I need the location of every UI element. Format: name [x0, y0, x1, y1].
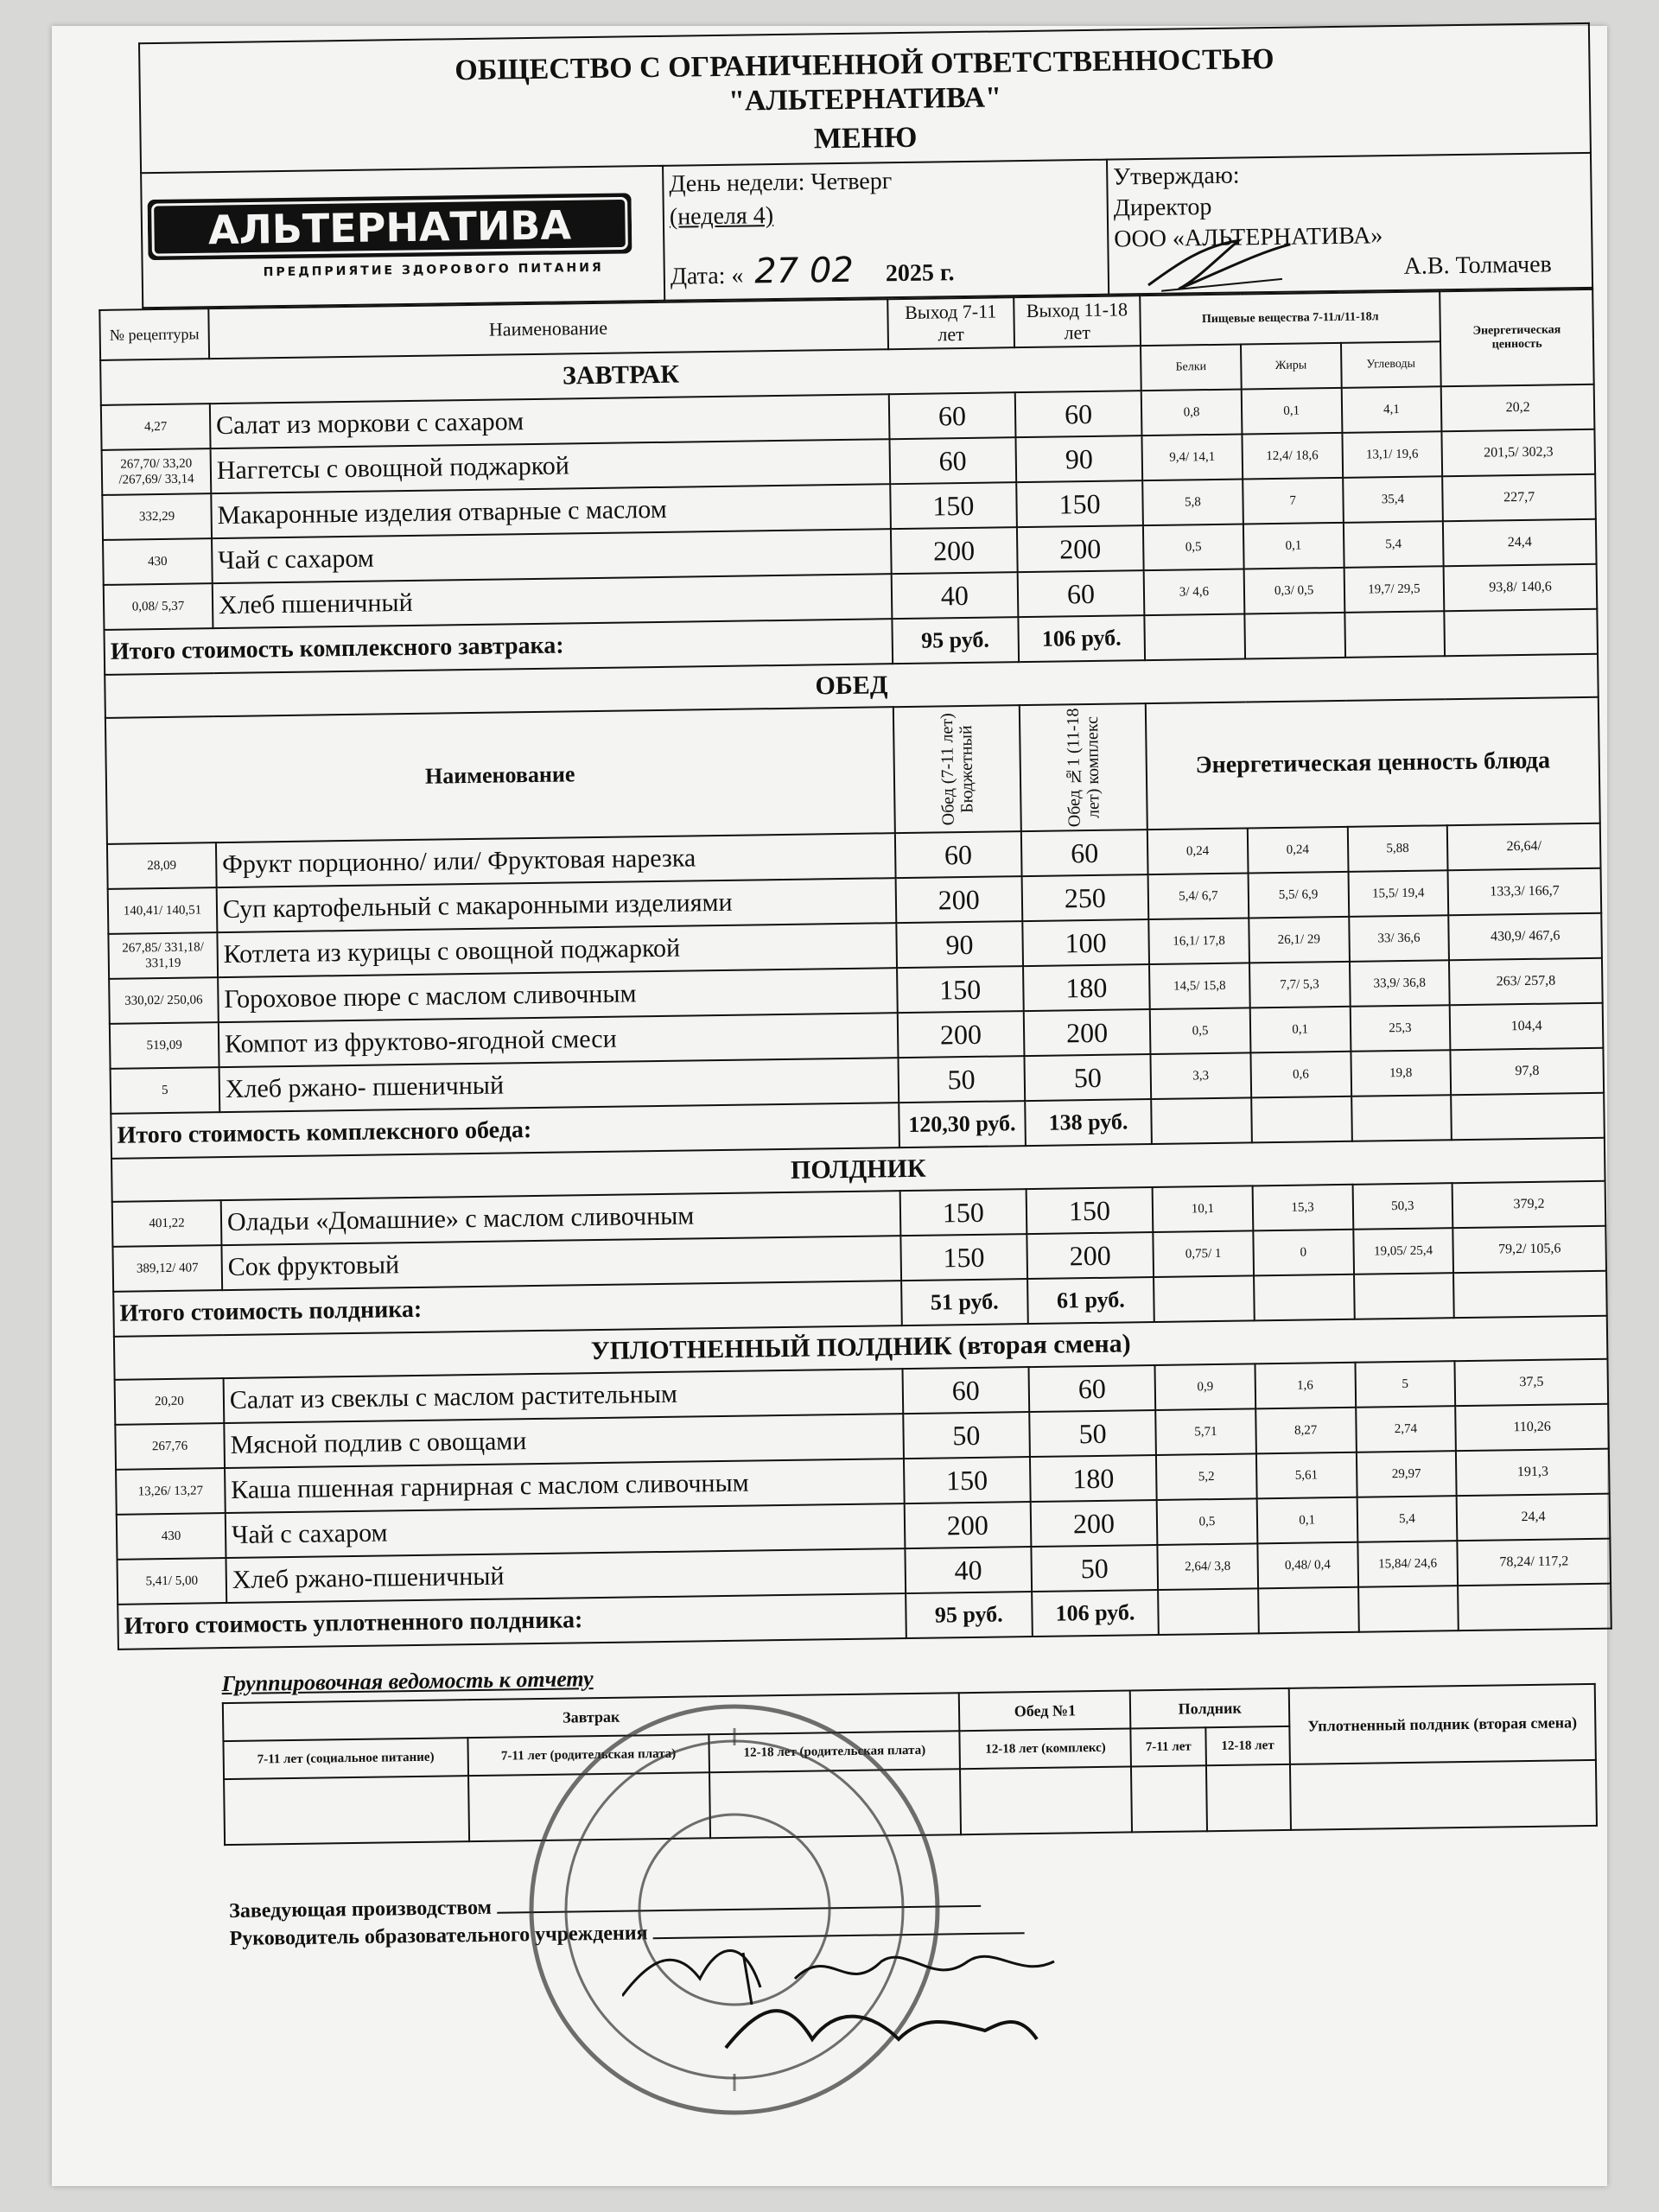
carbs-value: 15,5/ 19,4: [1348, 870, 1448, 917]
grp-b2: 7-11 лет (родительская плата): [467, 1734, 709, 1776]
lunch-energy-title: Энергетическая ценность блюда: [1146, 697, 1600, 830]
carbs-value: 35,4: [1343, 476, 1443, 523]
director-signature: [1143, 227, 1300, 299]
dish-name: Котлета из курицы с овощной поджаркой: [217, 923, 896, 977]
energy-value: 93,8/ 140,6: [1444, 564, 1597, 611]
proteins-value: 5,2: [1156, 1453, 1256, 1500]
dish-name: Макаронные изделия отварные с маслом: [211, 484, 890, 538]
snack-total-label: Итого стоимость полдника:: [113, 1281, 901, 1337]
energy-value: 430,9/ 467,6: [1449, 913, 1602, 960]
recipe-number: 430: [117, 1513, 226, 1560]
portion-1: 90: [896, 921, 1023, 968]
recipe-number: 389,12/ 407: [112, 1245, 222, 1292]
carbs-value: 25,3: [1350, 1005, 1450, 1052]
portion-2: 200: [1017, 525, 1144, 572]
header-table: [138, 22, 1593, 308]
energy-value: 24,4: [1457, 1494, 1610, 1541]
energy-value: 110,26: [1455, 1404, 1608, 1451]
energy-value: 78,24/ 117,2: [1458, 1539, 1611, 1586]
dish-name: Наггетсы с овощной поджаркой: [210, 439, 889, 493]
energy-value: 37,5: [1455, 1359, 1608, 1406]
portion-1: 60: [888, 392, 1015, 439]
portion-1: 200: [904, 1502, 1031, 1548]
logo-text: АЛЬТЕРНАТИВА: [207, 201, 572, 254]
grp-s2: 12-18 лет: [1205, 1726, 1290, 1765]
energy-value: 26,64/: [1447, 823, 1600, 870]
dish-name: Сок фруктовый: [221, 1236, 900, 1290]
proteins-value: 0,24: [1147, 828, 1248, 874]
menu-document: [95, 22, 1617, 1955]
fats-value: 0,48/ 0,4: [1257, 1542, 1357, 1589]
lunch-col-2: Обед №1 (11-18 лет) комплекс: [1063, 708, 1103, 828]
grp-dense: Уплотненный полдник (вторая смена): [1289, 1684, 1596, 1764]
proteins-value: 9,4/ 14,1: [1142, 435, 1243, 481]
fats-value: 0,3/ 0,5: [1243, 568, 1344, 614]
fats-value: 0,1: [1256, 1497, 1357, 1544]
col-out1: Выход 7-11 лет: [887, 297, 1014, 349]
energy-value: 97,8: [1451, 1048, 1604, 1095]
recipe-number: 4,27: [101, 404, 211, 450]
fats-value: 0,24: [1248, 827, 1348, 874]
school-stamp: [518, 1694, 950, 2126]
proteins-value: 16,1/ 17,8: [1148, 918, 1249, 964]
carbs-value: 33,9/ 36,8: [1350, 960, 1450, 1007]
col-carbs: Углеводы: [1341, 341, 1441, 388]
date-handwritten: 27 02: [754, 250, 855, 292]
portion-2: 150: [1027, 1187, 1154, 1234]
portion-2: 200: [1027, 1232, 1154, 1279]
portion-1: 150: [900, 1234, 1027, 1281]
proteins-value: 0,5: [1143, 524, 1243, 571]
recipe-number: 330,02/ 250,06: [109, 977, 219, 1024]
org-title: [139, 23, 1591, 173]
dense-price-2: 106 руб.: [1032, 1590, 1159, 1637]
carbs-value: 19,7/ 29,5: [1344, 566, 1444, 613]
dish-name: Чай с сахаром: [212, 529, 891, 583]
recipe-number: 267,70/ 33,20 /267,69/ 33,14: [102, 448, 212, 495]
day-of-week: День недели: Четверг: [669, 168, 893, 198]
lunch-title: ОБЕД: [105, 654, 1599, 718]
recipe-number: 13,26/ 13,27: [116, 1468, 226, 1515]
carbs-value: 19,8: [1351, 1050, 1451, 1096]
proteins-value: 10,1: [1153, 1185, 1253, 1232]
portion-2: 60: [1028, 1365, 1155, 1412]
fats-value: 0,1: [1243, 523, 1344, 569]
carbs-value: 4,1: [1341, 386, 1441, 433]
col-recipe: № рецептуры: [99, 308, 209, 360]
recipe-number: 5,41/ 5,00: [118, 1558, 227, 1605]
portion-1: 40: [891, 572, 1018, 619]
date-line: [671, 251, 1103, 294]
energy-value: 79,2/ 105,6: [1453, 1226, 1606, 1273]
dish-name: Чай с сахаром: [226, 1503, 905, 1558]
date-year: 2025 г.: [885, 259, 955, 288]
recipe-number: 267,85/ 331,18/ 331,19: [108, 932, 218, 979]
proteins-value: 14,5/ 15,8: [1149, 963, 1249, 1009]
carbs-value: 29,97: [1356, 1451, 1456, 1497]
col-out2: Выход 11-18 лет: [1014, 296, 1141, 347]
energy-value: 201,5/ 302,3: [1442, 429, 1595, 476]
recipe-number: 519,09: [110, 1022, 219, 1069]
carbs-value: 33/ 36,6: [1349, 915, 1449, 962]
breakfast-price-2: 106 руб.: [1018, 615, 1145, 662]
snack-price-1: 51 руб.: [901, 1279, 1028, 1325]
dense-total-label: Итого стоимость уплотненного полдника:: [118, 1593, 906, 1649]
portion-2: 200: [1031, 1500, 1158, 1547]
col-proteins: Белки: [1141, 345, 1241, 391]
energy-value: 20,2: [1441, 385, 1594, 431]
portion-2: 200: [1024, 1009, 1151, 1056]
breakfast-rows: [101, 385, 1597, 630]
head-school-label: Руководитель образовательного учреждения: [229, 1922, 648, 1951]
portion-2: 90: [1015, 435, 1142, 482]
dense-snack-title: УПЛОТНЕННЫЙ ПОЛДНИК (вторая смена): [114, 1316, 1608, 1380]
recipe-number: 332,29: [102, 493, 212, 540]
portion-1: 50: [898, 1056, 1025, 1103]
energy-value: 379,2: [1452, 1181, 1605, 1228]
portion-1: 200: [897, 1011, 1024, 1058]
grp-breakfast: Завтрак: [223, 1693, 960, 1741]
proteins-value: 0,8: [1141, 390, 1242, 436]
proteins-value: 0,9: [1155, 1363, 1255, 1410]
portion-1: 60: [902, 1367, 1029, 1414]
portion-2: 250: [1021, 874, 1148, 921]
dish-name: Хлеб пшеничный: [213, 574, 892, 628]
carbs-value: 15,84/ 24,6: [1357, 1541, 1458, 1587]
fats-value: 5,5/ 6,9: [1248, 872, 1348, 918]
energy-value: 227,7: [1442, 474, 1595, 521]
portion-2: 150: [1016, 480, 1143, 527]
fats-value: 1,6: [1255, 1363, 1355, 1409]
portion-1: 150: [904, 1457, 1031, 1503]
portion-2: 50: [1024, 1054, 1151, 1101]
fats-value: 0,6: [1250, 1052, 1351, 1098]
portion-2: 60: [1018, 570, 1145, 617]
carbs-value: 19,05/ 25,4: [1353, 1228, 1453, 1274]
lunch-price-2: 138 руб.: [1025, 1099, 1152, 1146]
proteins-value: 0,5: [1150, 1007, 1250, 1054]
portion-2: 50: [1029, 1410, 1156, 1457]
fats-value: 26,1/ 29: [1249, 917, 1349, 963]
snack-title: ПОЛДНИК: [111, 1138, 1605, 1202]
recipe-number: 140,41/ 140,51: [108, 887, 218, 934]
lunch-col-1: Обед (7-11 лет) Бюджетный: [937, 713, 977, 826]
energy-value: 24,4: [1443, 519, 1596, 566]
lunch-rows: [107, 823, 1604, 1114]
col-fats: Жиры: [1241, 343, 1341, 390]
recipe-number: 401,22: [112, 1200, 222, 1247]
signatures-handwritten: [622, 1927, 1071, 2056]
dish-name: Каша пшенная гарнирная с маслом сливочным: [225, 1459, 904, 1513]
grp-b3: 12-18 лет (родительская плата): [709, 1731, 961, 1772]
portion-1: 60: [895, 831, 1022, 878]
recipe-number: 5: [111, 1067, 220, 1114]
logo-subtitle: ПРЕДПРИЯТИЕ ЗДОРОВОГО ПИТАНИЯ: [263, 260, 604, 280]
lunch-total-label: Итого стоимость комплексного обеда:: [111, 1103, 899, 1159]
portion-1: 40: [905, 1547, 1032, 1593]
portion-2: 60: [1021, 830, 1148, 876]
logo-cell: [141, 166, 664, 308]
portion-1: 60: [889, 437, 1016, 484]
recipe-number: 430: [103, 538, 213, 585]
portion-1: 150: [897, 966, 1024, 1013]
recipe-number: 267,76: [115, 1423, 225, 1470]
fats-value: 7: [1243, 478, 1343, 524]
snack-price-2: 61 руб.: [1027, 1277, 1154, 1324]
energy-value: 133,3/ 166,7: [1448, 868, 1601, 915]
col-energy: Энергетическая ценность: [1440, 289, 1593, 386]
dish-name: Мясной подлив с овощами: [224, 1414, 903, 1468]
approve-label: Утверждаю:: [1113, 162, 1240, 191]
proteins-value: 0,75/ 1: [1153, 1230, 1253, 1277]
org-line-1: ОБЩЕСТВО С ОГРАНИЧЕННОЙ ОТВЕТСТВЕННОСТЬЮ: [454, 42, 1274, 87]
dish-name: Салат из моркови с сахаром: [210, 394, 889, 448]
energy-value: 104,4: [1450, 1003, 1603, 1050]
head-production-label: Заведующая производством: [229, 1896, 493, 1923]
proteins-value: 2,64/ 3,8: [1157, 1543, 1257, 1590]
recipe-number: 0,08/ 5,37: [104, 583, 213, 630]
carbs-value: 13,1/ 19,6: [1342, 431, 1442, 478]
proteins-value: 0,5: [1157, 1498, 1257, 1545]
col-name: Наименование: [208, 299, 888, 359]
fats-value: 12,4/ 18,6: [1242, 433, 1342, 480]
breakfast-title: ЗАВТРАК: [100, 346, 1141, 405]
dish-name: Гороховое пюре с маслом сливочным: [218, 968, 897, 1022]
portion-1: 50: [903, 1412, 1030, 1459]
proteins-value: 5,8: [1142, 480, 1243, 526]
fats-value: 0,1: [1242, 388, 1342, 435]
dish-name: Салат из свеклы с маслом растительным: [223, 1369, 902, 1423]
company-logo: [147, 184, 632, 286]
fats-value: 0: [1253, 1230, 1353, 1276]
fats-value: 7,7/ 5,3: [1249, 962, 1350, 1008]
dish-name: Хлеб ржано- пшеничный: [219, 1058, 898, 1112]
director-name: А.В. Толмачев: [1403, 251, 1552, 280]
grp-s1: 7-11 лет: [1131, 1727, 1206, 1766]
energy-value: 263/ 257,8: [1449, 958, 1602, 1005]
carbs-value: 2,74: [1356, 1406, 1456, 1452]
carbs-value: 5,4: [1357, 1496, 1457, 1542]
proteins-value: 5,71: [1155, 1408, 1255, 1455]
proteins-value: 3,3: [1151, 1052, 1251, 1099]
date-cell: [663, 160, 1109, 301]
carbs-value: 5: [1355, 1361, 1455, 1408]
portion-2: 180: [1023, 964, 1150, 1011]
portion-1: 200: [891, 527, 1018, 574]
fats-value: 0,1: [1250, 1007, 1351, 1053]
fats-value: 8,27: [1255, 1408, 1356, 1454]
dense-price-1: 95 руб.: [906, 1592, 1033, 1638]
week-number: (неделя 4): [669, 202, 774, 231]
energy-value: 191,3: [1456, 1449, 1609, 1496]
approval-cell: [1107, 153, 1592, 295]
dish-name: Компот из фруктово-ягодной смеси: [219, 1013, 898, 1067]
grp-b1: 7-11 лет (социальное питание): [223, 1738, 467, 1779]
grp-snack: Полдник: [1130, 1688, 1289, 1729]
carbs-value: 5,88: [1347, 825, 1447, 872]
portion-2: 50: [1031, 1545, 1158, 1592]
company-name: ООО «АЛЬТЕРНАТИВА»: [1114, 222, 1383, 253]
breakfast-total-label: Итого стоимость комплексного завтрака:: [104, 619, 892, 675]
date-prefix: Дата: «: [670, 262, 744, 290]
col-nutrients: Пищевые вещества 7-11л/11-18л: [1140, 291, 1440, 346]
dish-name: Фрукт порционно/ или/ Фруктовая нарезка: [216, 833, 895, 887]
dish-name: Суп картофельный с макаронными изделиями: [217, 878, 896, 932]
carbs-value: 5,4: [1343, 521, 1443, 568]
breakfast-price-1: 95 руб.: [892, 617, 1019, 664]
fats-value: 5,61: [1256, 1452, 1357, 1499]
portion-2: 60: [1015, 391, 1142, 437]
grp-lunch: Обед №1: [959, 1690, 1131, 1731]
proteins-value: 3/ 4,6: [1144, 569, 1244, 615]
menu-title: МЕНЮ: [813, 121, 918, 156]
grouping-title: Группировочная ведомость к отчету: [221, 1666, 594, 1697]
portion-1: 200: [895, 876, 1022, 923]
dense-snack-rows: [115, 1359, 1611, 1605]
dish-name: Оладьи «Домашние» с маслом сливочным: [221, 1191, 900, 1245]
grp-l1: 12-18 лет (комплекс): [960, 1728, 1132, 1769]
director-label: Директор: [1113, 193, 1212, 222]
recipe-number: 28,09: [107, 842, 217, 889]
portion-1: 150: [899, 1189, 1027, 1236]
fats-value: 15,3: [1252, 1185, 1352, 1231]
dish-name: Хлеб ржано-пшеничный: [226, 1548, 905, 1603]
lunch-price-1: 120,30 руб.: [899, 1101, 1026, 1147]
menu-table: [99, 289, 1612, 1650]
carbs-value: 50,3: [1352, 1183, 1452, 1230]
lunch-col-name: Наименование: [105, 707, 895, 844]
proteins-value: 5,4/ 6,7: [1148, 873, 1249, 919]
portion-2: 180: [1030, 1455, 1157, 1502]
portion-1: 150: [890, 482, 1017, 529]
recipe-number: 20,20: [115, 1378, 225, 1425]
portion-2: 100: [1022, 919, 1149, 966]
org-line-2: "АЛЬТЕРНАТИВА": [728, 81, 1002, 118]
